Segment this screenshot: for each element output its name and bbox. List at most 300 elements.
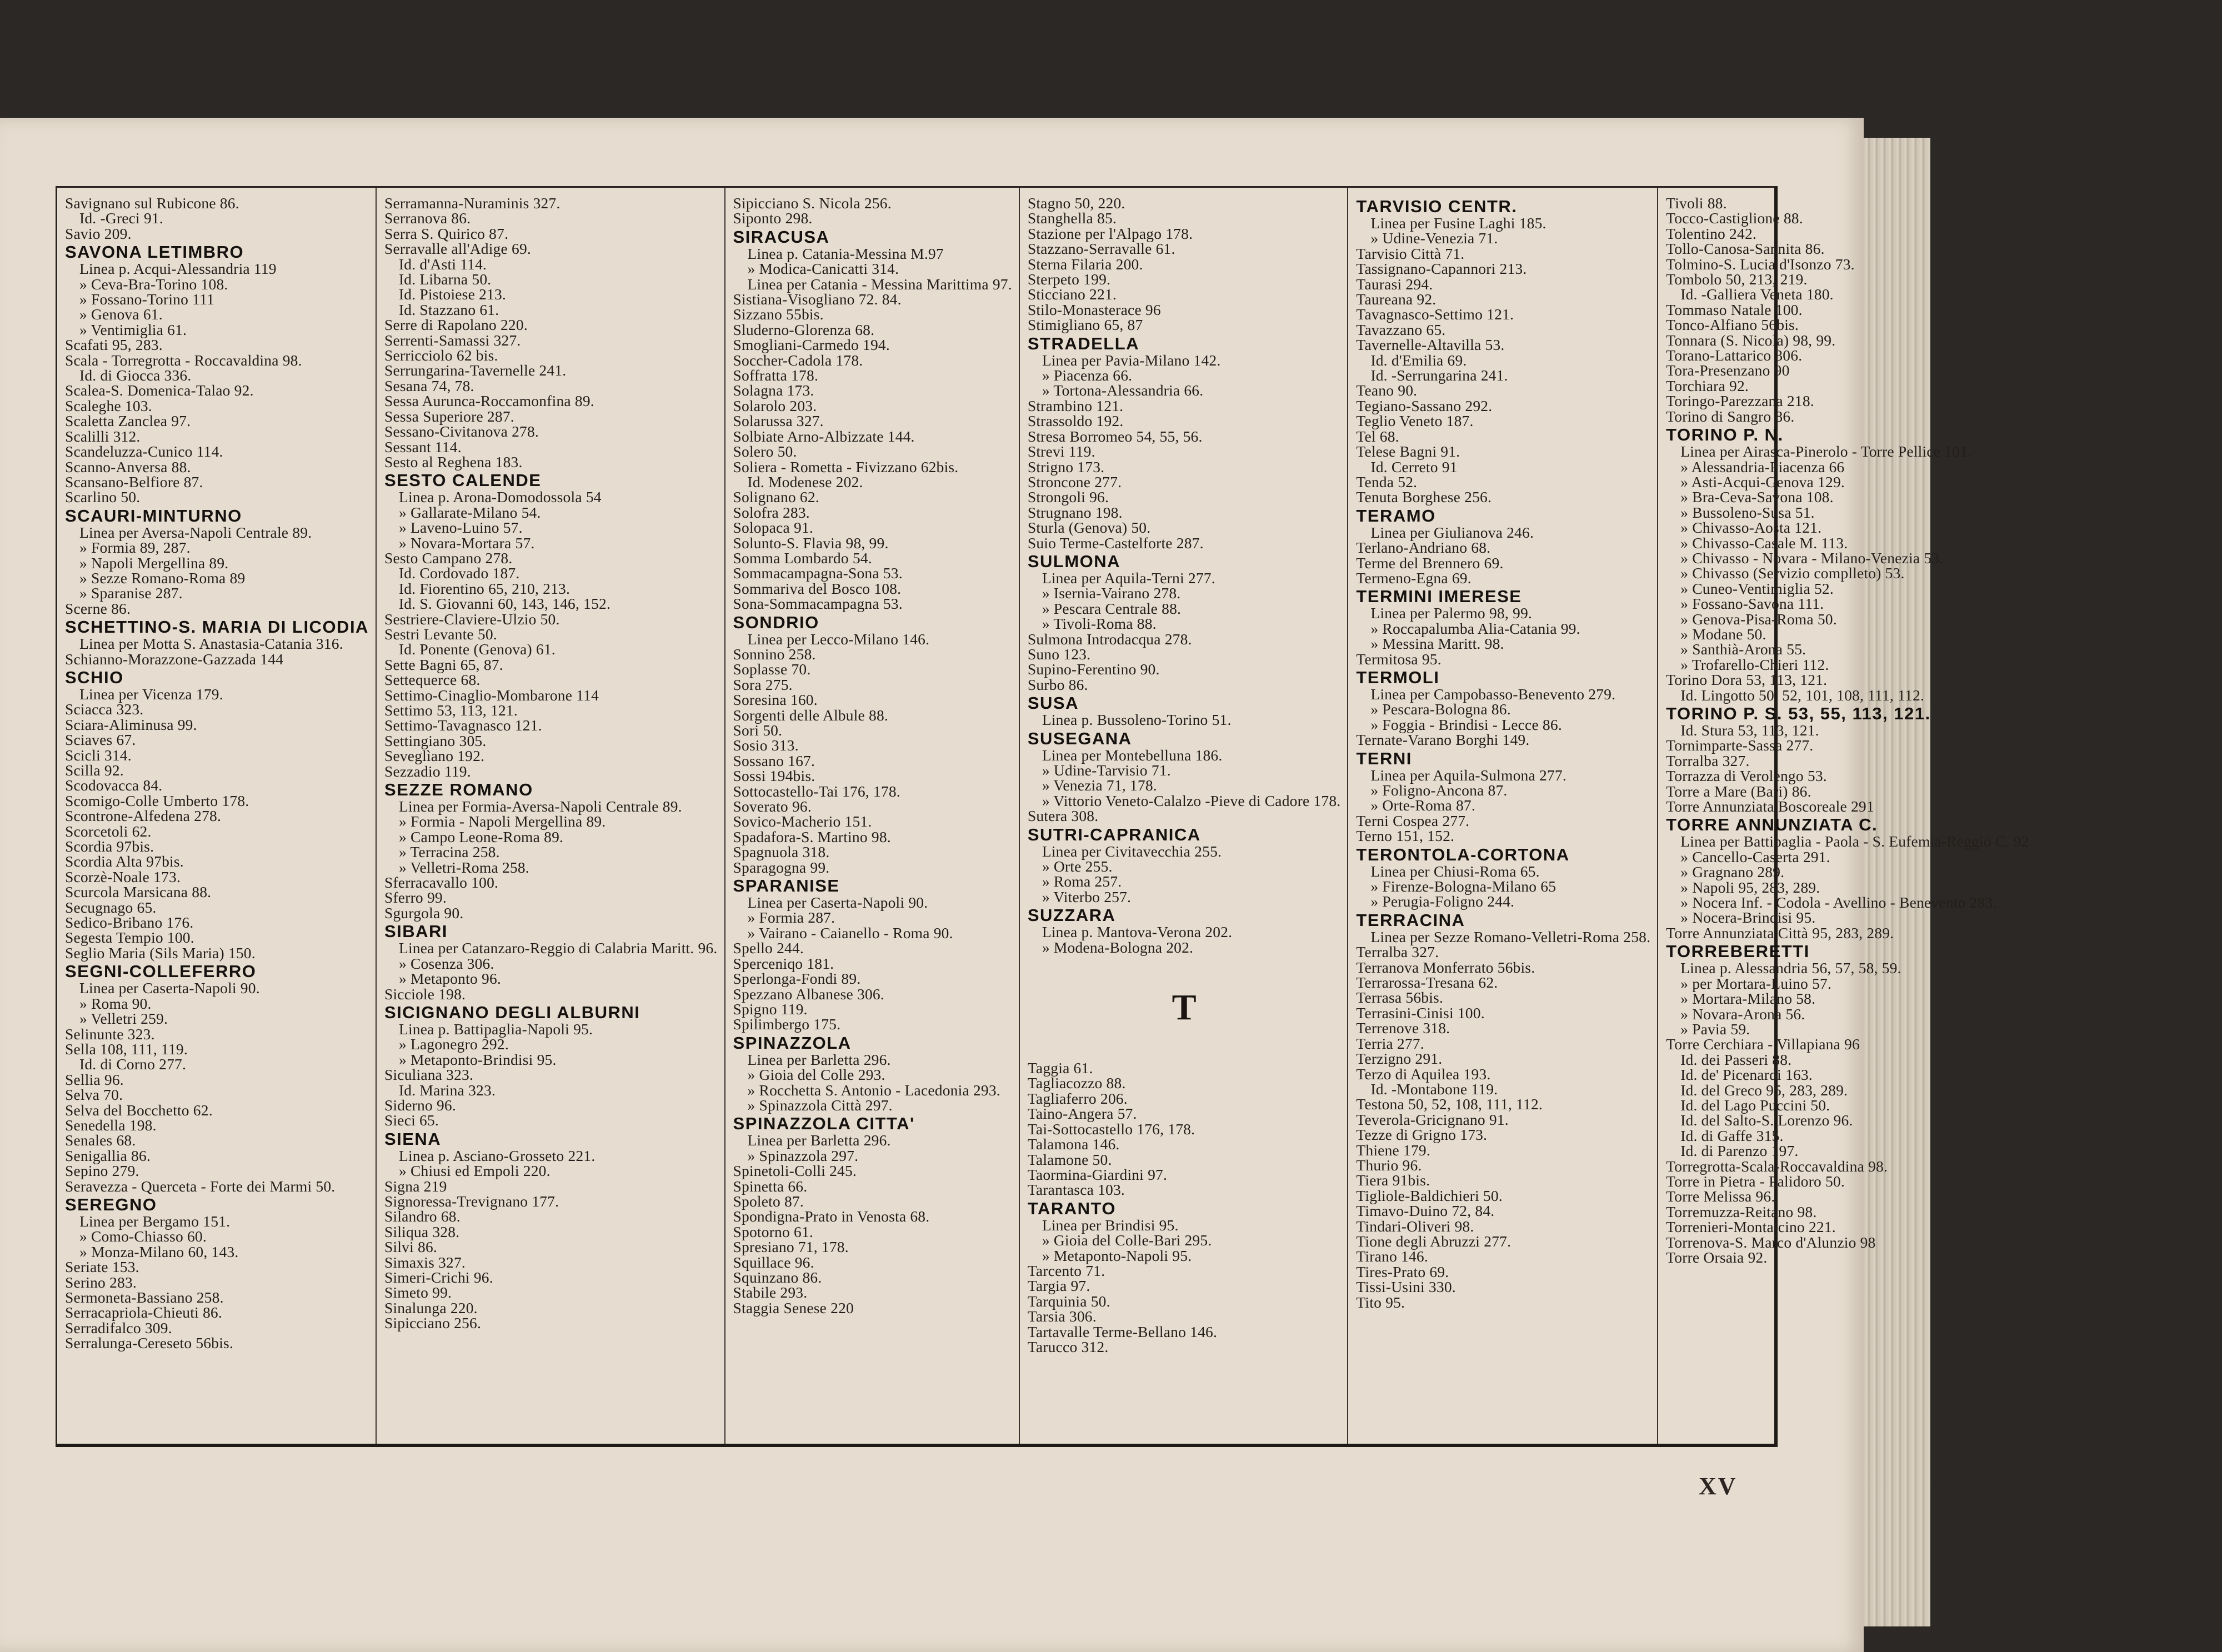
line-entry: » Gioia del Colle-Bari 295.: [1042, 1232, 1212, 1249]
station-entry: Torre in Pietra - Palidoro 50.: [1666, 1172, 1845, 1190]
station-entry: Terria 277.: [1356, 1034, 1424, 1052]
line-entry: » Isernia-Vairano 278.: [1042, 584, 1181, 602]
station-entry: Sizzano 55bis.: [733, 306, 824, 323]
station-entry: Tirano 146.: [1356, 1248, 1428, 1265]
station-heading: TERMINI IMERESE: [1356, 587, 1522, 607]
line-entry: Linea per Civitavecchia 255.: [1042, 842, 1222, 860]
station-entry: Sturla (Genova) 50.: [1027, 519, 1151, 537]
station-entry: Spezzano Albanese 306.: [733, 985, 884, 1003]
station-entry: Spinetoli-Colli 245.: [733, 1162, 857, 1180]
station-entry: Torchiara 92.: [1666, 377, 1749, 394]
line-entry: » Terracina 258.: [398, 843, 500, 861]
line-entry: » Formia 89, 287.: [79, 539, 191, 557]
station-entry: Sipicciano S. Nicola 256.: [733, 194, 892, 212]
line-entry: Id. di Giocca 336.: [79, 367, 192, 384]
station-entry: Tartavalle Terme-Bellano 146.: [1027, 1323, 1218, 1340]
station-entry: Talamone 50.: [1027, 1150, 1112, 1168]
station-heading: TERONTOLA-CORTONA: [1356, 844, 1570, 864]
station-entry: Soverato 96.: [733, 798, 812, 815]
line-entry: » Roccapalumba Alia-Catania 99.: [1370, 619, 1580, 637]
station-entry: Settingiano 305.: [384, 732, 487, 749]
station-entry: Sezzadio 119.: [384, 762, 471, 780]
line-entry: » Sezze Romano-Roma 89: [79, 569, 246, 587]
line-entry: » Orte-Roma 87.: [1370, 797, 1475, 814]
station-entry: Torrenova-S. Marco d'Alunzio 98: [1666, 1233, 1876, 1251]
line-entry: » Metaponto 96.: [398, 970, 501, 988]
station-entry: Tora-Presenzano 90: [1666, 362, 1790, 379]
line-entry: Id. de' Picenardi 163.: [1680, 1066, 1813, 1084]
station-entry: Scilla 92.: [65, 762, 124, 779]
station-entry: Serre di Rapolano 220.: [384, 316, 528, 334]
station-entry: Torre Orsaia 92.: [1666, 1249, 1768, 1266]
station-entry: Soliera - Rometta - Fivizzano 62bis.: [733, 458, 959, 475]
station-entry: Simaxis 327.: [384, 1253, 466, 1271]
station-entry: Torremuzza-Reitano 98.: [1666, 1203, 1817, 1220]
line-entry: » Genova-Pisa-Roma 50.: [1680, 610, 1837, 628]
station-entry: Stanghella 85.: [1027, 209, 1117, 227]
station-heading: SEREGNO: [65, 1194, 157, 1214]
line-entry: Linea p. Alessandria 56, 57, 58, 59.: [1680, 959, 1901, 977]
line-entry: » Cancello-Caserta 291.: [1680, 848, 1830, 865]
station-entry: Siliqua 328.: [384, 1223, 460, 1240]
station-entry: Schianno-Morazzone-Gazzada 144: [65, 650, 284, 668]
station-entry: Serino 283.: [65, 1273, 137, 1291]
station-heading: SPINAZZOLA CITTA': [733, 1114, 915, 1134]
line-entry: » Vittorio Veneto-Calalzo -Pieve di Cadore 178.: [1042, 792, 1341, 809]
station-entry: Tassignano-Capannori 213.: [1356, 260, 1527, 278]
station-heading: TORINO P. S. 53, 55, 113, 121.: [1666, 704, 1931, 723]
line-entry: » Roma 257.: [1042, 873, 1122, 890]
line-entry: » Firenze-Bologna-Milano 65: [1370, 878, 1557, 895]
station-entry: Tommaso Natale 100.: [1666, 301, 1803, 318]
station-entry: Supino-Ferentino 90.: [1027, 660, 1160, 678]
station-heading: SCHETTINO-S. MARIA DI LICODIA: [65, 617, 369, 637]
station-entry: Signoressa-Trevignano 177.: [384, 1192, 559, 1210]
station-entry: Sona-Sommacampagna 53.: [733, 595, 903, 613]
line-entry: Id. Stura 53, 113, 121.: [1680, 722, 1819, 739]
station-entry: Silandro 68.: [384, 1208, 461, 1225]
line-entry: Linea p. Acqui-Alessandria 119: [79, 260, 277, 278]
line-entry: Linea per Fusine Laghi 185.: [1370, 214, 1547, 232]
station-entry: Torre Melissa 96.: [1666, 1188, 1775, 1205]
station-entry: Scaleghe 103.: [65, 397, 152, 414]
line-entry: Linea per Pavia-Milano 142.: [1042, 351, 1221, 369]
station-entry: Selinunte 323.: [65, 1025, 155, 1043]
station-entry: Strambino 121.: [1027, 397, 1124, 414]
line-entry: » Piacenza 66.: [1042, 367, 1133, 384]
station-entry: Tombolo 50, 213, 219.: [1666, 271, 1808, 288]
station-entry: Tollo-Canosa-Sannita 86.: [1666, 240, 1825, 258]
station-entry: Stroncone 277.: [1027, 473, 1122, 490]
line-entry: » Asti-Acqui-Genova 129.: [1680, 473, 1845, 490]
station-heading: TORRE ANNUNZIATA C.: [1666, 815, 1878, 835]
line-entry: » per Mortara-Luino 57.: [1680, 974, 1832, 992]
line-entry: » Pescara Centrale 88.: [1042, 599, 1182, 617]
line-entry: Linea per Lecco-Milano 146.: [747, 630, 930, 648]
station-entry: Serrenti-Samassi 327.: [384, 331, 521, 349]
station-entry: Siderno 96.: [384, 1096, 456, 1114]
station-entry: Tavazzano 65.: [1356, 321, 1446, 338]
station-entry: Torregrotta-Scala-Roccavaldina 98.: [1666, 1157, 1888, 1175]
line-entry: » Spinazzola 297.: [747, 1147, 859, 1164]
station-entry: Termitosa 95.: [1356, 650, 1442, 668]
station-entry: Smogliani-Carmedo 194.: [733, 336, 890, 354]
station-entry: Sossano 167.: [733, 752, 815, 769]
station-entry: Stazione per l'Alpago 178.: [1027, 224, 1193, 242]
line-entry: Linea per Motta S. Anastasia-Catania 316.: [79, 635, 343, 653]
station-entry: Serra S. Quirico 87.: [384, 224, 509, 242]
line-entry: » Mortara-Milano 58.: [1680, 990, 1816, 1008]
station-entry: Scandeluzza-Cunico 114.: [65, 443, 223, 460]
line-entry: Linea per Aversa-Napoli Centrale 89.: [79, 523, 312, 541]
station-entry: Sperlonga-Fondi 89.: [733, 970, 861, 988]
station-entry: Sella 108, 111, 119.: [65, 1040, 188, 1058]
station-entry: Suno 123.: [1027, 645, 1091, 663]
station-entry: Strassoldo 192.: [1027, 412, 1124, 430]
station-entry: Settimo 53, 113, 121.: [384, 702, 518, 719]
line-entry: » Napoli Mergellina 89.: [79, 554, 229, 572]
line-entry: Linea per Vicenza 179.: [79, 685, 223, 703]
station-entry: Strugnano 198.: [1027, 503, 1123, 521]
station-heading: SUTRI-CAPRANICA: [1027, 824, 1201, 844]
station-heading: SCAURI-MINTURNO: [65, 505, 242, 525]
station-entry: Serramanna-Nuraminis 327.: [384, 194, 560, 212]
line-entry: » Fossano-Savona 111.: [1680, 595, 1824, 613]
line-entry: » Roma 90.: [79, 994, 152, 1012]
station-entry: Sesana 74, 78.: [384, 377, 474, 394]
station-entry: Tissi-Usini 330.: [1356, 1278, 1456, 1296]
station-entry: Torre Annunziata Città 95, 283, 289.: [1666, 924, 1894, 942]
station-entry: Sestri Levante 50.: [384, 625, 497, 643]
station-entry: Savio 209.: [65, 224, 132, 242]
station-heading: SESTO CALENDE: [384, 470, 542, 490]
station-heading: SPARANISE: [733, 876, 840, 896]
station-entry: Senedella 198.: [65, 1116, 157, 1134]
station-entry: Sottocastello-Tai 176, 178.: [733, 782, 900, 800]
index-column-6: [1658, 188, 2035, 1444]
line-entry: » Pescara-Bologna 86.: [1370, 700, 1511, 718]
line-entry: Linea per Airasca-Pinerolo - Torre Pellice 101.: [1680, 443, 1972, 460]
line-entry: » Modica-Canicatti 314.: [747, 260, 899, 278]
station-entry: Sferro 99.: [384, 889, 447, 907]
station-entry: Staggia Senese 220: [733, 1299, 854, 1316]
station-entry: Scarlino 50.: [65, 488, 141, 506]
station-entry: Solarussa 327.: [733, 412, 824, 430]
station-entry: Tornimparte-Sassa 277.: [1666, 737, 1814, 754]
line-entry: » Spinazzola Città 297.: [747, 1096, 893, 1114]
station-entry: Solbiate Arno-Albizzate 144.: [733, 427, 915, 445]
station-entry: Tagliaferro 206.: [1027, 1089, 1128, 1107]
line-entry: » Napoli 95, 283, 289.: [1680, 878, 1820, 896]
station-entry: Tai-Sottocastello 176, 178.: [1027, 1120, 1195, 1138]
station-entry: Secugnago 65.: [65, 898, 157, 916]
station-entry: Spilimbergo 175.: [733, 1015, 841, 1033]
station-entry: Sperceniqo 181.: [733, 954, 834, 972]
line-entry: Id. -Galliera Veneta 180.: [1680, 286, 1834, 303]
station-entry: Stresa Borromeo 54, 55, 56.: [1027, 427, 1203, 445]
station-entry: Sellia 96.: [65, 1070, 124, 1088]
line-entry: Linea p. Mantova-Verona 202.: [1042, 923, 1233, 941]
station-entry: Tolmino-S. Lucia d'Isonzo 73.: [1666, 255, 1855, 273]
station-entry: Sciara-Aliminusa 99.: [65, 715, 197, 733]
line-entry: » Genova 61.: [79, 306, 163, 323]
station-entry: Selva 70.: [65, 1086, 123, 1104]
station-entry: Tires-Prato 69.: [1356, 1263, 1449, 1280]
line-entry: » Ceva-Bra-Torino 108.: [79, 275, 228, 293]
line-entry: » Udine-Tarvisio 71.: [1042, 762, 1171, 779]
station-entry: Timavo-Duino 72, 84.: [1356, 1202, 1495, 1220]
station-entry: Spondigna-Prato in Venosta 68.: [733, 1208, 930, 1225]
station-entry: Sepino 279.: [65, 1162, 139, 1180]
station-index: [56, 186, 2029, 1447]
line-entry: Id. Lingotto 50, 52, 101, 108, 111, 112.: [1680, 686, 1924, 704]
station-entry: Terni Cospea 277.: [1356, 812, 1470, 829]
line-entry: » Novara-Arona 56.: [1680, 1005, 1805, 1023]
line-entry: Linea per Catanzaro-Reggio di Calabria Maritt. 96.: [398, 939, 718, 957]
station-entry: Spresiano 71, 178.: [733, 1238, 849, 1256]
station-entry: Scordia Alta 97bis.: [65, 853, 184, 870]
station-entry: Tito 95.: [1356, 1293, 1405, 1311]
line-entry: Id. Stazzano 61.: [398, 301, 499, 318]
station-entry: Surbo 86.: [1027, 675, 1088, 693]
line-entry: Id. -Montabone 119.: [1370, 1080, 1498, 1098]
station-entry: Tiera 91bis.: [1356, 1172, 1430, 1189]
line-entry: Id. di Gaffe 315.: [1680, 1127, 1784, 1144]
station-entry: Scalea-S. Domenica-Talao 92.: [65, 382, 254, 399]
station-entry: Sessant 114.: [384, 438, 462, 455]
page-number: XV: [1699, 1473, 1738, 1500]
station-heading: SAVONA LETIMBRO: [65, 242, 244, 262]
line-entry: Linea per Palermo 98, 99.: [1370, 604, 1532, 622]
line-entry: » Trofarello-Chieri 112.: [1680, 655, 1829, 673]
station-entry: Talamona 146.: [1027, 1135, 1120, 1153]
line-entry: » Formia 287.: [747, 909, 835, 927]
line-entry: » Modena-Bologna 202.: [1042, 938, 1194, 956]
station-entry: Sedico-Bribano 176.: [65, 914, 194, 932]
station-entry: Tagliacozzo 88.: [1027, 1074, 1126, 1092]
station-entry: Scansano-Belfiore 87.: [65, 473, 203, 490]
line-entry: » Formia - Napoli Mergellina 89.: [398, 813, 606, 830]
line-entry: » Chivasso (Servizio complleto) 53.: [1680, 564, 1905, 582]
line-entry: » Tortona-Alessandria 66.: [1042, 382, 1204, 399]
line-entry: » Nocera Inf. - Codola - Avellino - Benevento 283.: [1680, 894, 1997, 912]
station-entry: Sestriere-Claviere-Ulzio 50.: [384, 610, 560, 628]
station-entry: Spinetta 66.: [733, 1177, 808, 1195]
station-entry: Stazzano-Serravalle 61.: [1027, 240, 1175, 258]
line-entry: » Laveno-Luino 57.: [398, 519, 523, 537]
index-column-3: [725, 188, 1020, 1444]
line-entry: » Orte 255.: [1042, 858, 1113, 875]
station-entry: Scomigo-Colle Umberto 178.: [65, 792, 249, 809]
station-entry: Telese Bagni 91.: [1356, 443, 1460, 460]
station-entry: Serranova 86.: [384, 209, 471, 227]
station-entry: Tonco-Alfiano 56bis.: [1666, 316, 1799, 334]
station-entry: Tione degli Abruzzi 277.: [1356, 1232, 1512, 1250]
line-entry: Id. del Lago Puccini 50.: [1680, 1096, 1830, 1114]
station-entry: Serradifalco 309.: [65, 1319, 172, 1336]
station-heading: TORREBERETTI: [1666, 942, 1810, 962]
line-entry: Linea per Bergamo 151.: [79, 1212, 231, 1230]
station-entry: Sovico-Macherio 151.: [733, 813, 872, 830]
station-entry: Solagna 173.: [733, 382, 814, 399]
station-entry: Sistiana-Visogliano 72. 84.: [733, 291, 902, 308]
station-entry: Taino-Angera 57.: [1027, 1105, 1137, 1123]
line-entry: Id. S. Giovanni 60, 143, 146, 152.: [398, 595, 611, 613]
station-entry: Spadafora-S. Martino 98.: [733, 828, 891, 845]
station-entry: Scicli 314.: [65, 746, 132, 764]
station-entry: Scafati 95, 283.: [65, 336, 163, 354]
line-entry: » Chivasso-Casale M. 113.: [1680, 534, 1848, 552]
station-entry: Sessa Aurunca-Roccamonfina 89.: [384, 392, 594, 410]
line-entry: Linea per Aquila-Terni 277.: [1042, 569, 1215, 587]
station-entry: Senales 68.: [65, 1132, 136, 1149]
station-entry: Scordia 97bis.: [65, 838, 154, 855]
station-entry: Squinzano 86.: [733, 1269, 822, 1286]
line-entry: » Metaponto-Napoli 95.: [1042, 1246, 1192, 1264]
line-entry: Linea p. Battipaglia-Napoli 95.: [398, 1020, 593, 1038]
station-entry: Sluderno-Glorenza 68.: [733, 321, 875, 338]
line-entry: Id. -Greci 91.: [79, 209, 163, 227]
index-column-5: [1348, 188, 1658, 1444]
station-entry: Stilo-Monasterace 96: [1027, 301, 1161, 318]
line-entry: » Tivoli-Roma 88.: [1042, 615, 1157, 633]
line-entry: Linea per Caserta-Napoli 90.: [79, 979, 260, 997]
line-entry: » Novara-Mortara 57.: [398, 534, 535, 552]
station-entry: Sterpeto 199.: [1027, 271, 1111, 288]
line-entry: » Vairano - Caianello - Roma 90.: [747, 924, 953, 942]
station-entry: Tenuta Borghese 256.: [1356, 488, 1492, 506]
station-entry: Scorzè-Noale 173.: [65, 868, 181, 885]
line-entry: » Alessandria-Piacenza 66: [1680, 458, 1845, 475]
station-entry: Settequerce 68.: [384, 671, 481, 689]
line-entry: Id. del Greco 95, 283, 289.: [1680, 1081, 1848, 1099]
station-entry: Strigno 173.: [1027, 458, 1105, 475]
line-entry: » Velletri-Roma 258.: [398, 858, 529, 876]
station-entry: Spotorno 61.: [733, 1223, 814, 1240]
station-heading: SEZZE ROMANO: [384, 780, 533, 800]
station-entry: Sinalunga 220.: [384, 1299, 478, 1316]
station-entry: Serricciolo 62 bis.: [384, 347, 498, 364]
station-entry: Tarcento 71.: [1027, 1261, 1105, 1279]
station-entry: Sterna Filaria 200.: [1027, 255, 1143, 273]
line-entry: Linea p. Asciano-Grosseto 221.: [398, 1147, 595, 1164]
station-heading: SIENA: [384, 1129, 442, 1149]
line-entry: » Chivasso-Aosta 121.: [1680, 519, 1822, 537]
station-entry: Siponto 298.: [733, 209, 813, 227]
line-entry: » Gragnano 289.: [1680, 863, 1785, 881]
station-heading: SCHIO: [65, 667, 124, 687]
station-entry: Taureana 92.: [1356, 291, 1437, 308]
station-entry: Scaletta Zanclea 97.: [65, 412, 191, 430]
line-entry: Id. del Salto-S. Lorenzo 96.: [1680, 1112, 1853, 1129]
line-entry: Linea per Battipaglia - Paola - S. Eufemia-Reggio C. 92: [1680, 833, 2029, 850]
station-entry: Sparagogna 99.: [733, 858, 830, 876]
line-entry: Linea p. Catania-Messina M.97: [747, 244, 944, 262]
station-heading: TERNI: [1356, 748, 1412, 768]
station-entry: Torino di Sangro 86.: [1666, 407, 1795, 425]
station-entry: Soffratta 178.: [733, 367, 819, 384]
station-entry: Sessa Superiore 287.: [384, 407, 514, 425]
station-entry: Scontrone-Alfedena 278.: [65, 807, 222, 825]
station-entry: Settimo-Tavagnasco 121.: [384, 717, 542, 734]
line-entry: » Metaponto-Brindisi 95.: [398, 1050, 557, 1068]
line-entry: » Lagonegro 292.: [398, 1035, 509, 1053]
station-heading: SULMONA: [1027, 551, 1121, 571]
station-entry: Signa 219: [384, 1177, 447, 1195]
station-entry: Teano 90.: [1356, 382, 1418, 399]
station-entry: Somma Lombardo 54.: [733, 549, 872, 567]
station-entry: Sora 275.: [733, 675, 793, 693]
station-entry: Terlano-Andriano 68.: [1356, 539, 1491, 557]
station-entry: Tel 68.: [1356, 427, 1399, 445]
station-entry: Sessano-Civitanova 278.: [384, 423, 539, 440]
station-entry: Torre Cerchiara - Villapiana 96: [1666, 1035, 1860, 1053]
station-entry: Scerne 86.: [65, 599, 131, 617]
station-entry: Stagno 50, 220.: [1027, 194, 1125, 212]
station-entry: Termeno-Egna 69.: [1356, 569, 1472, 587]
station-entry: Senigallia 86.: [65, 1147, 151, 1164]
station-entry: Solarolo 203.: [733, 397, 817, 414]
station-entry: Sferracavallo 100.: [384, 874, 499, 892]
line-entry: » Gioia del Colle 293.: [747, 1066, 885, 1084]
line-entry: » Udine-Venezia 71.: [1370, 229, 1498, 247]
station-entry: Serracapriola-Chieuti 86.: [65, 1304, 222, 1321]
station-entry: Sticciano 221.: [1027, 286, 1117, 303]
station-entry: Simeto 99.: [384, 1284, 452, 1301]
line-entry: » Foggia - Brindisi - Lecce 86.: [1370, 715, 1562, 733]
station-entry: Tolentino 242.: [1666, 224, 1756, 242]
station-entry: Taggia 61.: [1027, 1059, 1093, 1077]
line-entry: » Santhià-Arona 55.: [1680, 640, 1806, 658]
line-entry: Linea per Sezze Romano-Velletri-Roma 258.: [1370, 928, 1651, 945]
line-entry: Id. di Corno 277.: [79, 1055, 187, 1073]
station-entry: Sesto al Reghena 183.: [384, 453, 523, 470]
station-heading: TERMOLI: [1356, 667, 1440, 687]
station-entry: Tarucco 312.: [1027, 1338, 1109, 1355]
line-entry: Linea per Caserta-Napoli 90.: [747, 894, 928, 912]
station-heading: SPINAZZOLA: [733, 1033, 852, 1053]
station-heading: TARANTO: [1027, 1198, 1117, 1218]
station-entry: Sori 50.: [733, 722, 783, 739]
station-entry: Torino Dora 53, 113, 121.: [1666, 671, 1828, 689]
station-entry: Tonnara (S. Nicola) 98, 99.: [1666, 331, 1836, 349]
line-entry: Id. Libarna 50.: [398, 271, 492, 288]
station-entry: Sermoneta-Bassiano 258.: [65, 1289, 224, 1306]
line-entry: » Fossano-Torino 111: [79, 291, 214, 308]
station-entry: Sciaves 67.: [65, 731, 136, 749]
line-entry: » Bra-Ceva-Savona 108.: [1680, 488, 1834, 506]
station-entry: Sonnino 258.: [733, 645, 816, 663]
station-entry: Scorcetoli 62.: [65, 822, 152, 840]
station-entry: Tavagnasco-Settimo 121.: [1356, 306, 1514, 323]
station-entry: Seravezza - Querceta - Forte dei Marmi 50.: [65, 1177, 336, 1195]
station-entry: Tindari-Oliveri 98.: [1356, 1217, 1474, 1235]
station-entry: Solero 50.: [733, 443, 797, 460]
station-entry: Terrasa 56bis.: [1356, 989, 1444, 1007]
station-entry: Squillace 96.: [733, 1253, 814, 1271]
line-entry: » Velletri 259.: [79, 1010, 168, 1028]
station-entry: Sommariva del Bosco 108.: [733, 579, 902, 597]
station-entry: Tezze di Grigno 173.: [1356, 1126, 1488, 1144]
station-entry: Toringo-Parezzana 218.: [1666, 392, 1814, 410]
station-entry: Siculiana 323.: [384, 1066, 474, 1084]
station-entry: Terzigno 291.: [1356, 1050, 1443, 1068]
station-entry: Terrasini-Cinisi 100.: [1356, 1004, 1485, 1022]
station-heading: TERRACINA: [1356, 910, 1465, 930]
station-entry: Targia 97.: [1027, 1277, 1090, 1295]
station-entry: Silvi 86.: [384, 1238, 437, 1256]
station-entry: Sorgenti delle Albule 88.: [733, 706, 888, 724]
